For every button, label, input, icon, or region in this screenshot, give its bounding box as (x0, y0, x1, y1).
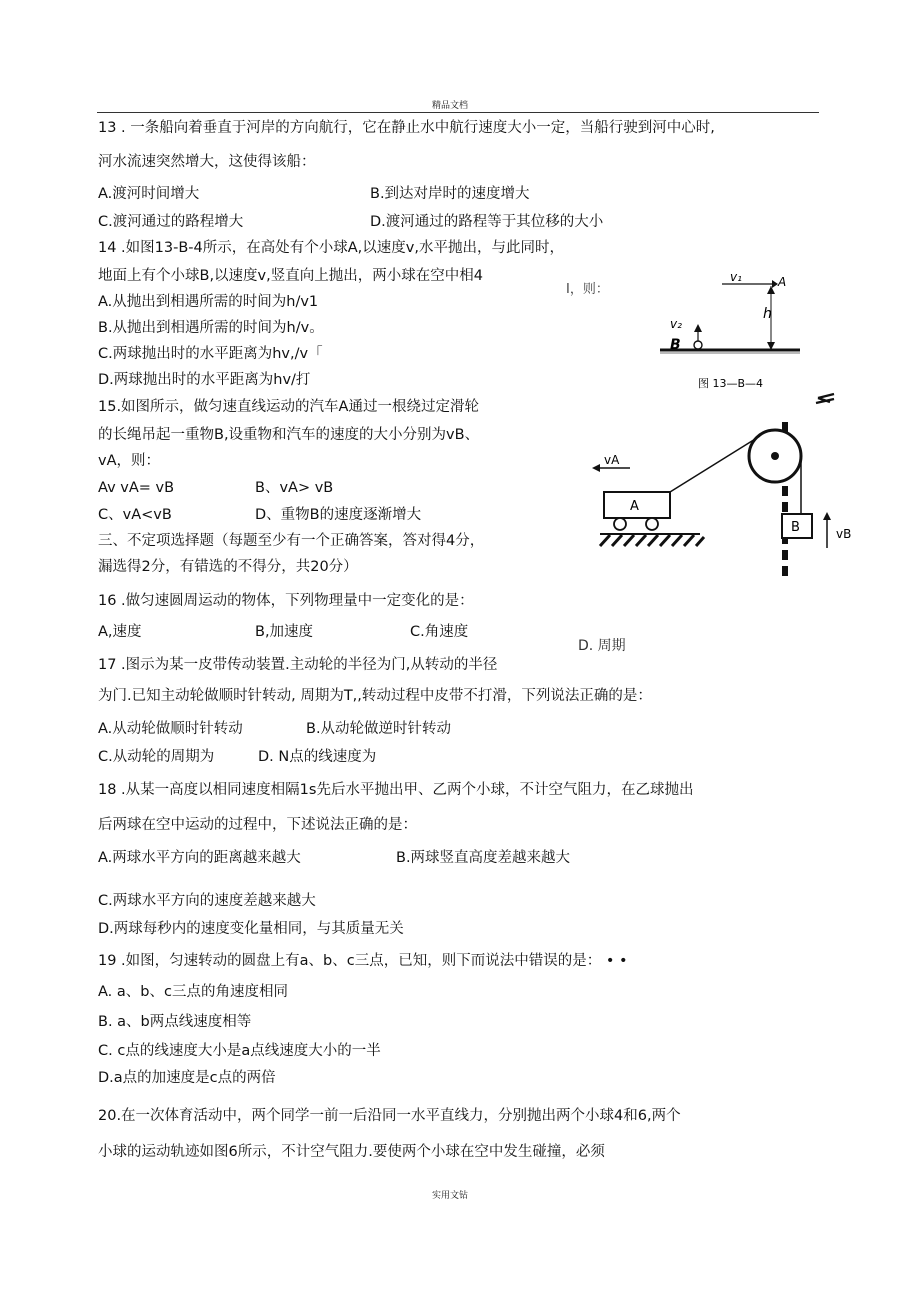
q13-stem-line2: 河水流速突然增大，这使得该船： (98, 154, 316, 170)
q19-stem: 19 .如图，匀速转动的圆盘上有a、b、c三点，已知，则下而说法中错误的是： • • (98, 953, 628, 969)
q14-stem-line2: 地面上有个小球B,以速度v,竖直向上抛出，两小球在空中相4 (98, 268, 483, 284)
v1-label: v₁ (730, 272, 742, 284)
vb-label: vB (836, 527, 852, 541)
ball-b-label: B (670, 337, 681, 353)
q14-stem-line2-tail: I，则： (566, 282, 609, 297)
figure-caption: 图 13—B—4 (698, 377, 764, 390)
q18-option-d: D.两球每秒内的速度变化量相同，与其质量无关 (98, 921, 404, 937)
q17-option-d: D. N点的线速度为 (258, 749, 377, 765)
q14-option-a: A.从抛出到相遇所需的时间为h/v1 (98, 294, 319, 310)
q19-option-b: B. a、b两点线速度相等 (98, 1014, 252, 1030)
va-arrow-head (592, 464, 600, 472)
q17-option-c: C.从动轮的周期为 (98, 749, 215, 765)
q16-option-d: D. 周期 (578, 638, 626, 654)
q18-option-c: C.两球水平方向的速度差越来越大 (98, 893, 316, 909)
q16-option-c: C.角速度 (410, 624, 469, 640)
q14-option-b: B.从抛出到相遇所需的时间为h/v。 (98, 320, 324, 336)
h-arrow-top (767, 286, 775, 294)
q18-stem-line2: 后两球在空中运动的过程中，下述说法正确的是： (98, 817, 417, 833)
car-wheel-left (614, 518, 626, 530)
car-a-label: A (630, 499, 639, 514)
vb-arrow-head (823, 512, 831, 520)
q15-stem-line1: 15.如图所示，做匀速直线运动的汽车A通过一根绕过定滑轮 (98, 399, 479, 415)
car-wheel-right (646, 518, 658, 530)
q19-option-a: A. a、b、c三点的角速度相同 (98, 984, 288, 1000)
section3-heading-line1: 三、不定项选择题（每题至少有一个正确答案，答对得4分， (98, 533, 485, 549)
q18-option-b: B.两球竖直高度差越来越大 (396, 850, 571, 866)
ball-a-label: A (778, 275, 787, 289)
q15-option-d: D、重物B的速度逐渐增大 (255, 507, 422, 523)
q15-option-c: C、vA<vB (98, 507, 172, 523)
q13-option-a: A.渡河时间增大 (98, 186, 200, 202)
q17-stem-line1: 17 .图示为某一皮带传动装置.主动轮的半径为门,从转动的半径 (98, 657, 498, 673)
q19-option-c: C. c点的线速度大小是a点线速度大小的一半 (98, 1043, 381, 1059)
q20-stem-line1: 20.在一次体育活动中，两个同学一前一后沿同一水平直线力，分别抛出两个小球4和6,两个 (98, 1108, 681, 1124)
q17-option-b: B.从动轮做逆时针转动 (306, 721, 452, 737)
h-label: h (763, 306, 772, 322)
ground-hatching (600, 535, 704, 546)
q14-stem-line1: 14 .如图13-B-4所示，在高处有个小球A,以速度v,水平抛出，与此同时， (98, 240, 564, 256)
q13-option-d: D.渡河通过的路程等于其位移的大小 (370, 214, 604, 230)
q17-stem-line2: 为门.已知主动轮做顺时针转动, 周期为T,,转动过程中皮带不打滑，下列说法正确的是： (98, 688, 652, 704)
page-header: 精品文档 (432, 101, 469, 111)
pulley-figure (590, 388, 858, 578)
page-footer: 实用文钻 (432, 1191, 469, 1201)
v2-label: v₂ (670, 317, 682, 331)
block-b-label: B (791, 520, 800, 535)
q18-option-a: A.两球水平方向的距离越来越大 (98, 850, 301, 866)
q15-option-a: Av vA= vB (98, 480, 175, 496)
ball-b (694, 341, 702, 349)
q20-stem-line2: 小球的运动轨迹如图6所示，不计空气阻力.要使两个小球在空中发生碰撞，必须 (98, 1144, 605, 1160)
corner-hatch-mark (816, 394, 834, 403)
q15-stem-line2: 的长绳吊起一重物B,设重物和汽车的速度的大小分别为vB、 (98, 427, 480, 443)
va-label: vA (604, 453, 620, 467)
q17-option-a: A.从动轮做顺时针转动 (98, 721, 243, 737)
q15-stem-line3: vA，则： (98, 453, 160, 469)
q13-option-c: C.渡河通过的路程增大 (98, 214, 244, 230)
q13-option-b: B.到达对岸时的速度增大 (370, 186, 530, 202)
q18-stem-line1: 18 .从某一高度以相同速度相隔1s先后水平抛出甲、乙两个小球，不计空气阻力，在乙球抛出 (98, 782, 694, 798)
q14-option-d: D.两球抛出时的水平距离为hv/打 (98, 372, 311, 388)
q13-stem-line1: 13 . 一条船向着垂直于河岸的方向航行，它在静止水中航行速度大小一定，当船行驶到河中心时, (98, 120, 715, 136)
header-rule (97, 112, 819, 113)
v2-arrow-head (694, 324, 702, 332)
q16-option-a: A,速度 (98, 624, 142, 640)
q15-option-b: B、vA> vB (255, 480, 334, 496)
rope-to-car (670, 436, 760, 492)
pulley-axle (771, 452, 779, 460)
q16-option-b: B,加速度 (255, 624, 314, 640)
q16-stem: 16 .做匀速圆周运动的物体，下列物理量中一定变化的是： (98, 593, 474, 609)
section3-heading-line2: 漏选得2分，有错选的不得分，共20分） (98, 559, 358, 575)
figure-13-b-4 (660, 272, 810, 392)
q19-option-d: D.a点的加速度是c点的两倍 (98, 1070, 276, 1086)
q14-option-c: C.两球抛出时的水平距离为hv,/v「 (98, 346, 323, 362)
